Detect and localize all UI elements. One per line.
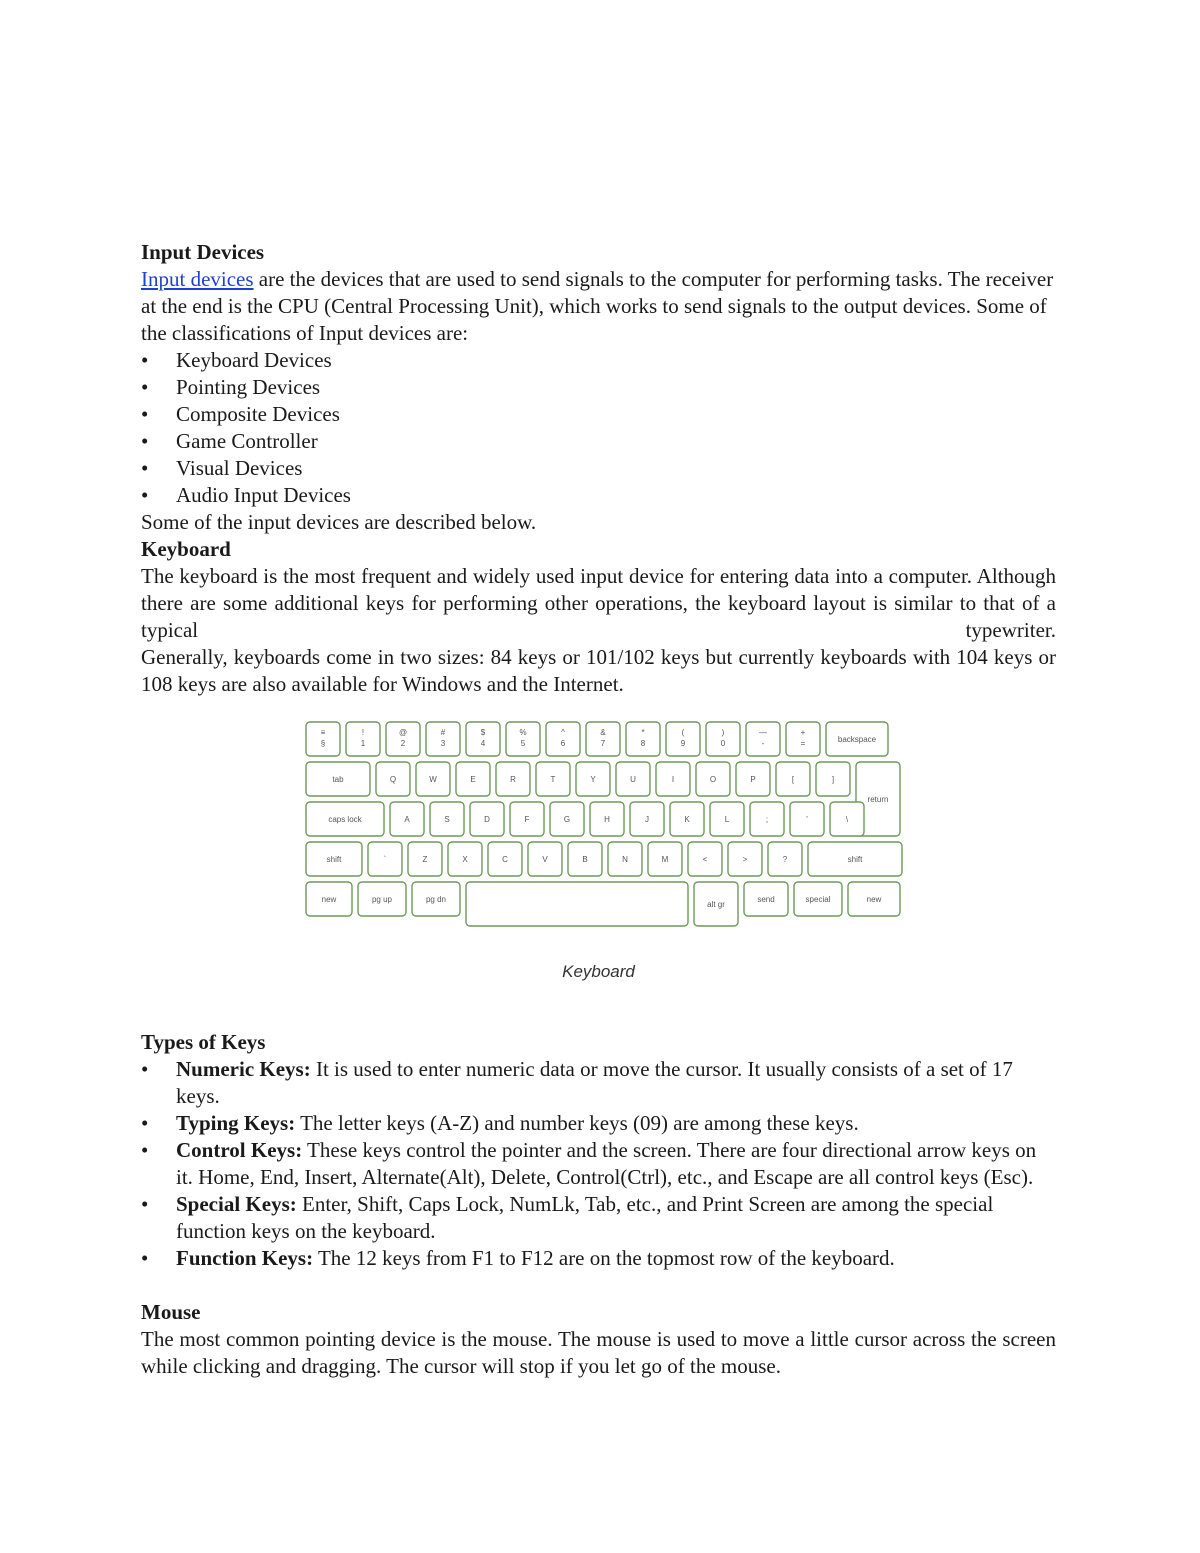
keyboard-key-label: S: [444, 815, 450, 824]
keyboard-key: [586, 722, 620, 756]
list-item-text: Keyboard Devices: [176, 348, 332, 372]
bullet-icon: •: [141, 483, 149, 507]
keyboard-key: [616, 762, 650, 796]
document-body: [141, 239, 1056, 1380]
keyboard-key: [694, 882, 738, 926]
keyboard-key: [412, 882, 460, 916]
keyboard-key-label: V: [542, 855, 548, 864]
keyboard-key-label: new: [866, 895, 882, 904]
keyboard-key: [816, 762, 850, 796]
keyboard-key-label: X: [462, 855, 468, 864]
keyboard-key-label: ≡: [320, 728, 326, 737]
keyboard-key: [470, 802, 504, 836]
keyboard-key: [710, 802, 744, 836]
keyboard-key-label: &: [600, 728, 606, 737]
list-item-text: Visual Devices: [176, 456, 303, 480]
keyboard-key-label: +: [800, 728, 806, 737]
heading-types-of-keys: Types of Keys: [141, 1030, 266, 1054]
keyboard-key-label: ^: [561, 728, 565, 737]
list-item-function-keys: [141, 1245, 1056, 1272]
keyboard-key: [506, 722, 540, 756]
keyboard-key: [656, 762, 690, 796]
list-item: [141, 401, 1056, 428]
keyboard-key: [666, 722, 700, 756]
heading-input-devices: Input Devices: [141, 240, 265, 264]
keyboard-key: [546, 722, 580, 756]
list-item-text: Game Controller: [176, 429, 318, 453]
keyboard-key-label: U: [630, 775, 636, 784]
keyboard-key: [790, 802, 824, 836]
keyboard-key: [408, 842, 442, 876]
keyboard-key-label: R: [510, 775, 516, 784]
keyboard-key: [488, 842, 522, 876]
keyboard-key: [306, 722, 340, 756]
bullet-icon: •: [141, 1057, 149, 1081]
keyboard-key: [376, 762, 410, 796]
list-item-text: Composite Devices: [176, 402, 340, 426]
keyboard-key: [306, 762, 370, 796]
keyboard-key-label: 6: [560, 739, 566, 748]
keyboard-key-label: (: [681, 728, 685, 737]
keyboard-key: [590, 802, 624, 836]
keyboard-key-label: E: [470, 775, 476, 784]
keyboard-key: [466, 722, 500, 756]
intro-text: are the devices that are used to send signals to the computer for performing tasks. The receiver at the end is the CPU (Central Processing Unit), which works to send signals to the output devices. Some of the classifications of Input devices are:: [141, 267, 1054, 345]
keyboard-key-label: pg dn: [425, 895, 447, 904]
keyboard-key-label: G: [563, 815, 571, 824]
keyboard-key: [648, 842, 682, 876]
intro-paragraph: [141, 266, 1056, 347]
keyboard-key-label: J: [645, 815, 649, 824]
keyboard-key: [426, 722, 460, 756]
bullet-icon: •: [141, 402, 149, 426]
keyboard-key-label: `: [383, 855, 387, 864]
keyboard-key-label: A: [404, 815, 410, 824]
list-item-label: Typing Keys:: [176, 1111, 296, 1135]
keyboard-illustration: [304, 720, 904, 932]
keyboard-key-label: Z: [422, 855, 428, 864]
list-item-special-keys: [141, 1191, 1056, 1245]
keyboard-key-label: ;: [765, 815, 769, 824]
keyboard-key-label: -: [761, 739, 765, 748]
keyboard-key-label: pg up: [371, 895, 393, 904]
keyboard-key: [630, 802, 664, 836]
keyboard-key: [626, 722, 660, 756]
bullet-icon: •: [141, 1111, 149, 1135]
bullet-icon: •: [141, 1138, 149, 1162]
list-item-text: Enter, Shift, Caps Lock, NumLk, Tab, etc., and Print Screen are among the special function keys on the keyboard.: [176, 1192, 994, 1243]
keyboard-key-label: 2: [400, 739, 406, 748]
list-item-label: Control Keys:: [176, 1138, 303, 1162]
keyboard-key-label: 3: [440, 739, 446, 748]
keyboard-key: [306, 802, 384, 836]
keyboard-key: [528, 842, 562, 876]
keyboard-key: [306, 882, 352, 916]
key-types-list: [141, 1056, 1056, 1272]
keyboard-key: [386, 722, 420, 756]
keyboard-key-label: 0: [720, 739, 726, 748]
keyboard-key: [568, 842, 602, 876]
keyboard-key: [688, 842, 722, 876]
keyboard-key-label: ': [806, 815, 808, 824]
keyboard-key-label: —: [759, 728, 767, 737]
list-item-label: Numeric Keys:: [176, 1057, 311, 1081]
keyboard-key: [808, 842, 902, 876]
list-item-text: These keys control the pointer and the screen. There are four directional arrow keys on it. Home, End, Insert, Alternate(Alt), Delete, Control(Ctrl), etc., and Escape are all control keys (Esc).: [176, 1138, 1037, 1189]
keyboard-key-label: shift: [847, 855, 863, 864]
keyboard-key-label: P: [750, 775, 756, 784]
keyboard-key-label: H: [604, 815, 610, 824]
keyboard-key-label: $: [480, 728, 486, 737]
keyboard-key: [786, 722, 820, 756]
keyboard-key-label: %: [519, 728, 527, 737]
keyboard-key: [550, 802, 584, 836]
keyboard-key-label: 8: [640, 739, 646, 748]
heading-mouse: Mouse: [141, 1300, 201, 1324]
keyboard-key-label: =: [800, 739, 806, 748]
list-item-label: Special Keys:: [176, 1192, 297, 1216]
keyboard-key: [746, 722, 780, 756]
input-devices-link[interactable]: Input devices: [141, 267, 254, 291]
keyboard-key-label: W: [429, 775, 437, 784]
list-item-control-keys: [141, 1137, 1056, 1191]
keyboard-key-label: ): [721, 728, 725, 737]
mouse-paragraph: The most common pointing device is the mouse. The mouse is used to move a little cursor across the screen while clicking and dragging. The cursor will stop if you let go of the mouse.: [141, 1327, 1056, 1378]
keyboard-key-label: return: [867, 795, 889, 804]
list-item-text: It is used to enter numeric data or move the cursor. It usually consists of a set of 17 keys.: [176, 1057, 1013, 1108]
bullet-icon: •: [141, 429, 149, 453]
keyboard-key-label: new: [321, 895, 337, 904]
bullet-icon: •: [141, 1192, 149, 1216]
keyboard-key-label: >: [742, 855, 748, 864]
keyboard-key: [696, 762, 730, 796]
keyboard-key-label: §: [320, 739, 326, 748]
keyboard-key-label: 7: [600, 739, 606, 748]
keyboard-key-label: 5: [520, 739, 526, 748]
keyboard-figure: [141, 720, 1056, 983]
keyboard-key-label: D: [484, 815, 490, 824]
keyboard-key-label: \: [845, 815, 849, 824]
keyboard-key-label: @: [398, 728, 408, 737]
list-item-text: Audio Input Devices: [176, 483, 351, 507]
list-item-numeric-keys: [141, 1056, 1056, 1110]
list-item-text: The letter keys (A-Z) and number keys (09) are among these keys.: [295, 1111, 859, 1135]
keyboard-key-label: <: [702, 855, 708, 864]
keyboard-key-label: ?: [782, 855, 788, 864]
keyboard-key: [456, 762, 490, 796]
bullet-icon: •: [141, 456, 149, 480]
keyboard-paragraph-1: The keyboard is the most frequent and widely used input device for entering data into a computer. Although there are some additional keys for performing other operations, the keyboard layout is similar to that of a typical typewriter.: [141, 564, 1056, 642]
list-item-text: The 12 keys from F1 to F12 are on the topmost row of the keyboard.: [313, 1246, 895, 1270]
keyboard-paragraph-2: Generally, keyboards come in two sizes: 84 keys or 101/102 keys but currently keyboards with 104 keys or 108 keys are also available for Windows and the Internet.: [141, 645, 1056, 696]
keyboard-key: [496, 762, 530, 796]
bullet-icon: •: [141, 375, 149, 399]
keyboard-key: [826, 722, 888, 756]
keyboard-key-label: Q: [389, 775, 397, 784]
keyboard-key: [576, 762, 610, 796]
keyboard-key-label: 9: [680, 739, 686, 748]
keyboard-key: [728, 842, 762, 876]
keyboard-key: [794, 882, 842, 916]
described-below-text: Some of the input devices are described below.: [141, 510, 537, 534]
keyboard-key: [768, 842, 802, 876]
keyboard-key: [536, 762, 570, 796]
heading-keyboard: Keyboard: [141, 537, 231, 561]
list-item: [141, 374, 1056, 401]
figure-caption: Keyboard: [562, 962, 635, 981]
keyboard-key: [776, 762, 810, 796]
list-item: [141, 482, 1056, 509]
keyboard-key-label: caps lock: [328, 815, 362, 824]
keyboard-key: [358, 882, 406, 916]
keyboard-key: [430, 802, 464, 836]
list-item-typing-keys: [141, 1110, 1056, 1137]
keyboard-key: [306, 842, 362, 876]
bullet-icon: •: [141, 1246, 149, 1270]
keyboard-key-label: F: [524, 815, 530, 824]
keyboard-key-label: N: [622, 855, 628, 864]
keyboard-key: [830, 802, 864, 836]
keyboard-key: [510, 802, 544, 836]
list-item-text: Pointing Devices: [176, 375, 321, 399]
input-device-classifications: [141, 347, 1056, 509]
keyboard-key-label: K: [684, 815, 690, 824]
keyboard-key: [736, 762, 770, 796]
keyboard-key: [368, 842, 402, 876]
keyboard-key-label: special: [805, 895, 831, 904]
keyboard-key: [346, 722, 380, 756]
keyboard-key-label: C: [502, 855, 508, 864]
keyboard-key: [750, 802, 784, 836]
keyboard-key-label: 1: [360, 739, 366, 748]
keyboard-key-label: send: [757, 895, 775, 904]
keyboard-key: [670, 802, 704, 836]
keyboard-key-label: !: [361, 728, 365, 737]
keyboard-key-label: ]: [831, 775, 835, 784]
keyboard-key-label: 4: [480, 739, 486, 748]
keyboard-key-label: L: [724, 815, 730, 824]
keyboard-key: [448, 842, 482, 876]
keyboard-key: [744, 882, 788, 916]
list-item: [141, 347, 1056, 374]
keyboard-spacebar: [466, 882, 688, 926]
keyboard-key-label: #: [440, 728, 446, 737]
list-item: [141, 428, 1056, 455]
keyboard-key-label: alt gr: [707, 900, 725, 909]
keyboard-key-label: B: [582, 855, 588, 864]
keyboard-key: [608, 842, 642, 876]
bullet-icon: •: [141, 348, 149, 372]
keyboard-key-label: T: [550, 775, 556, 784]
list-item: [141, 455, 1056, 482]
keyboard-key: [848, 882, 900, 916]
keyboard-key: [706, 722, 740, 756]
list-item-label: Function Keys:: [176, 1246, 314, 1270]
keyboard-key-label: Y: [590, 775, 596, 784]
keyboard-key-label: I: [671, 775, 675, 784]
keyboard-key-label: *: [641, 728, 645, 737]
keyboard-key-label: shift: [326, 855, 342, 864]
keyboard-key: [390, 802, 424, 836]
keyboard-key-label: O: [709, 775, 717, 784]
keyboard-key-label: backspace: [837, 735, 877, 744]
keyboard-key-label: [: [791, 775, 795, 784]
keyboard-key-label: M: [661, 855, 669, 864]
keyboard-key: [416, 762, 450, 796]
keyboard-key-label: tab: [332, 775, 344, 784]
